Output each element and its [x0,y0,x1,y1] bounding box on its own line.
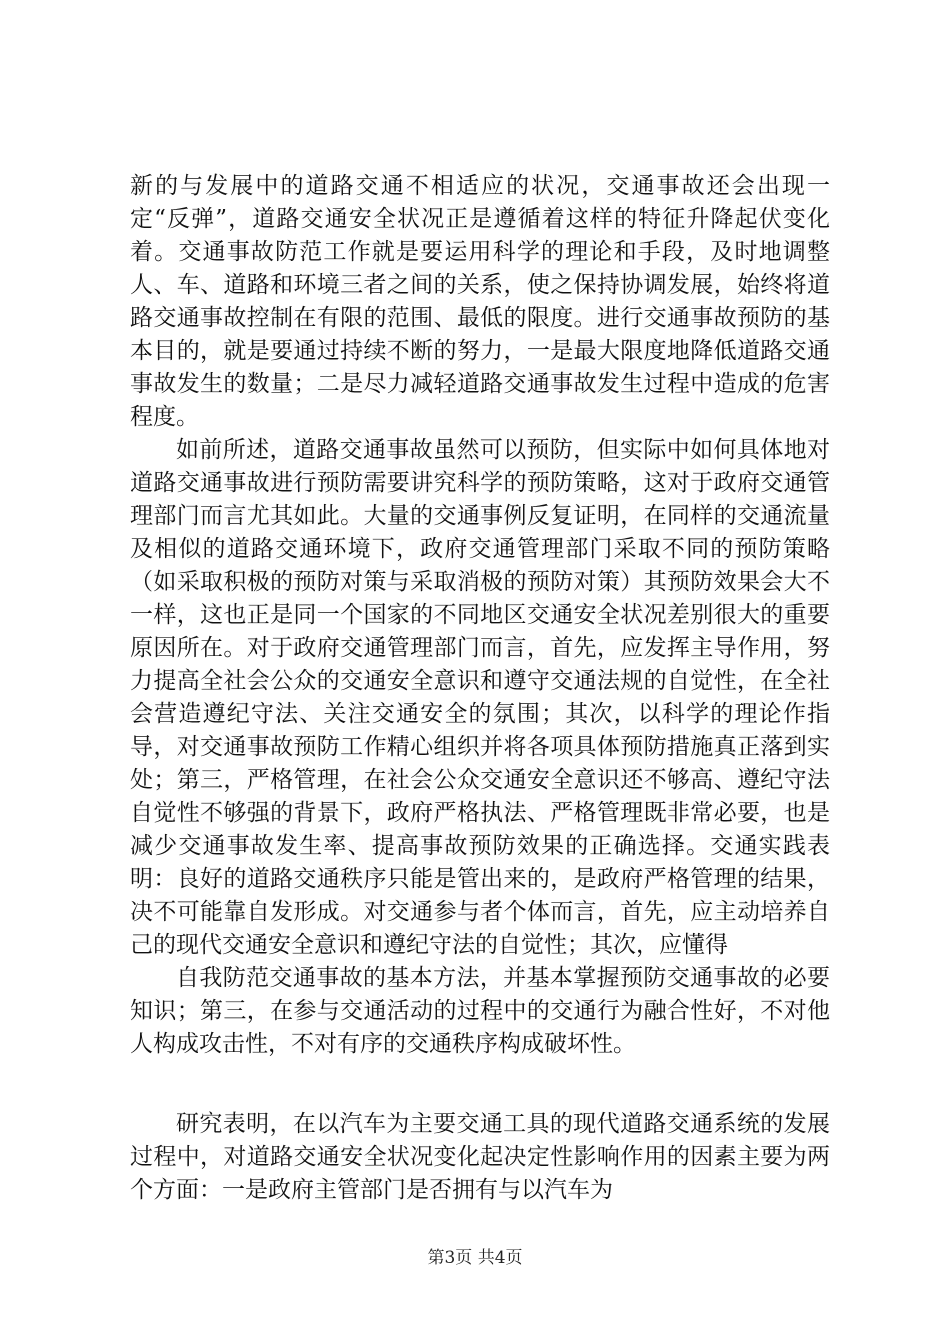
paragraph-prevention-strategy: 如前所述，道路交通事故虽然可以预防，但实际中如何具体地对道路交通事故进行预防需要讲究科学的预防策略，这对于政府交通管理部门而言尤其如此。大量的交通事例反复证明，在同样的交通流量及相似的道路交通环境下，政府交通管理部门采取不同的预防策略（如采取积极的预防对策与采取消极的预防对策）其预防效果会大不一样，这也正是同一个国家的不同地区交通安全状况差别很大的重要原因所在。对于政府交通管理部门而言，首先，应发挥主导作用，努力提高全社会公众的交通安全意识和遵守交通法规的自觉性，在全社会营造遵纪守法、关注交通安全的氛围；其次，以科学的理论作指导，对交通事故预防工作精心组织并将各项具体预防措施真正落到实处；第三，严格管理，在社会公众交通安全意识还不够高、遵纪守法自觉性不够强的背景下，政府严格执法、严格管理既非常必要，也是减少交通事故发生率、提高事故预防效果的正确选择。交通实践表明：良好的道路交通秩序只能是管出来的，是政府严格管理的结果，决不可能靠自发形成。对交通参与者个体而言，首先，应主动培养自己的现代交通安全意识和遵纪守法的自觉性；其次，应懂得 [130,437,830,958]
page-footer: 第3页 共4页 [427,1248,523,1268]
document-body [130,170,830,1207]
paragraph-research-findings: 研究表明，在以汽车为主要交通工具的现代道路交通系统的发展过程中，对道路交通安全状况变化起决定性影响作用的因素主要为两个方面：一是政府主管部门是否拥有与以汽车为 [130,1111,830,1203]
paragraph-continued: 新的与发展中的道路交通不相适应的状况，交通事故还会出现一定“反弹”，道路交通安全状况正是遵循着这样的特征升降起伏变化着。交通事故防范工作就是要运用科学的理论和手段，及时地调整人、车、道路和环境三者之间的关系，使之保持协调发展，始终将道路交通事故控制在有限的范围、最低的限度。进行交通事故预防的基本目的，就是要通过持续不断的努力，一是最大限度地降低道路交通事故发生的数量；二是尽力减轻道路交通事故发生过程中造成的危害程度。 [130,173,830,430]
paragraph-self-protection: 自我防范交通事故的基本方法，并基本掌握预防交通事故的必要知识；第三，在参与交通活动的过程中的交通行为融合性好，不对他人构成攻击性，不对有序的交通秩序构成破坏性。 [130,965,830,1057]
